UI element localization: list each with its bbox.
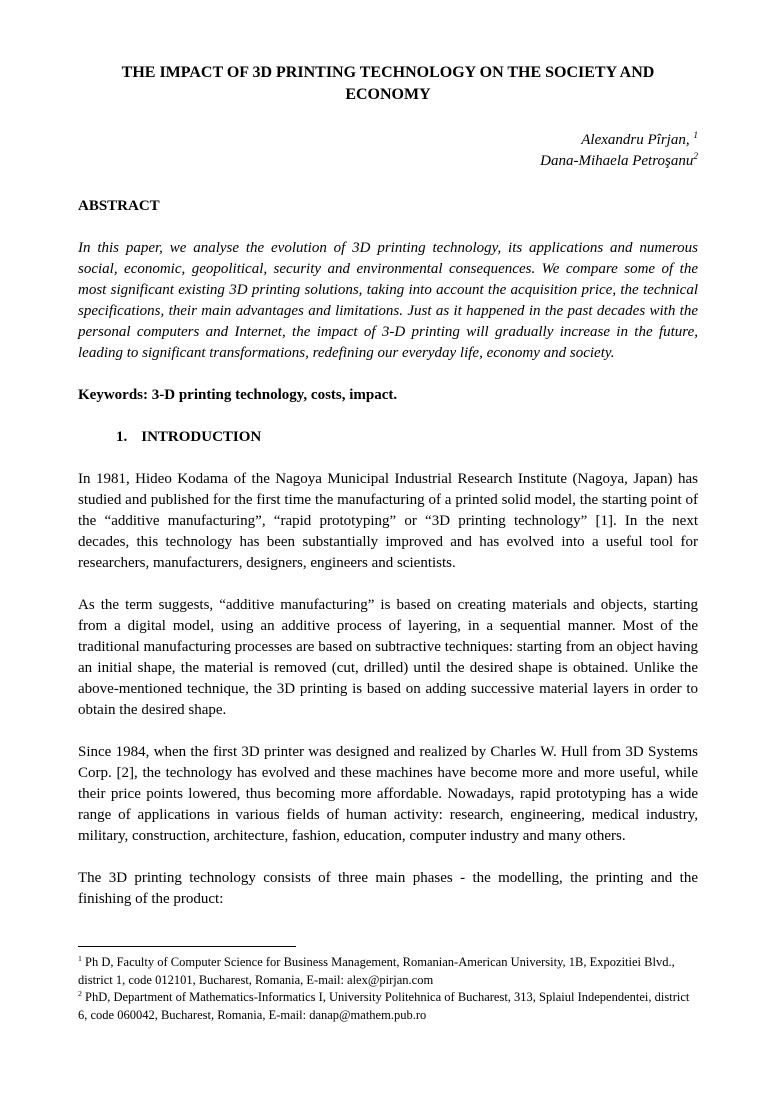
footnote-text: PhD, Department of Mathematics-Informatics I, University Politehnica of Bucharest, 313, Splaiul Independentei, district 6, code 060042, Bucharest, Romania, E-mail: danap@mathem.pub.ro [78, 990, 690, 1022]
paragraph-introduction-2: As the term suggests, “additive manufacturing” is based on creating materials and objects, starting from a digital model, using an additive process of layering, in a sequential manner. Most of the traditional manufacturing processes are based on subtractive techniques: starting from an object having an initial shape, the material is removed (cut, drilled) until the desired shape is obtained. Unlike the above-mentioned technique, the 3D printing is based on adding successive material layers in order to obtain the desired shape. [78, 597, 698, 718]
footnote-2 [78, 989, 698, 1024]
paragraph-introduction-3: Since 1984, when the first 3D printer was designed and realized by Charles W. Hull from 3D Systems Corp. [2], the technology has evolved and these machines have become more and more useful, while their price points lowered, thus becoming more affordable. Nowadays, rapid prototyping has a wide range of applications in various fields of human activity: research, engineering, medical industry, military, construction, architecture, fashion, education, computer industry and many others. [78, 744, 698, 844]
authors-block [78, 130, 698, 172]
author-footnote-marker: 2 [693, 152, 698, 162]
paragraph-introduction-4: The 3D printing technology consists of three main phases - the modelling, the printing and the finishing of the product: [78, 870, 698, 907]
section-number: 1. [116, 429, 128, 445]
section-title: INTRODUCTION [141, 429, 262, 445]
author-footnote-marker: 1 [693, 131, 698, 141]
author-line-1 [78, 130, 698, 151]
author-line-2 [78, 151, 698, 172]
footnotes-block [78, 946, 698, 1024]
footnote-divider [78, 946, 296, 947]
keywords-line: Keywords: 3-D printing technology, costs, impact. [78, 387, 398, 403]
paper-title: THE IMPACT OF 3D PRINTING TECHNOLOGY ON THE SOCIETY AND ECONOMY [121, 64, 655, 103]
footnote-marker: 2 [78, 988, 82, 998]
footnote-marker: 1 [78, 953, 82, 963]
abstract-heading: ABSTRACT [78, 198, 160, 214]
footnote-1 [78, 954, 698, 989]
author-name: Alexandru Pîrjan, [581, 132, 690, 148]
abstract-text: In this paper, we analyse the evolution of 3D printing technology, its applications and numerous social, economic, geopolitical, security and environmental consequences. We compare some of the most significant existing 3D printing solutions, taking into account the acquisition price, the technical specifications, their main advantages and limitations. Just as it happened in the past decades with the personal computers and Internet, the impact of 3-D printing will gradually increase in the future, leading to significant transformations, redefining our everyday life, economy and society. [78, 240, 698, 361]
author-name: Dana-Mihaela Petroşanu [540, 153, 694, 169]
paragraph-introduction-1: In 1981, Hideo Kodama of the Nagoya Municipal Industrial Research Institute (Nagoya, Japan) has studied and published for the first time the manufacturing of a printed solid model, the starting point of the “additive manufacturing”, “rapid prototyping” or “3D printing technology” [1]. In the next decades, this technology has been substantially improved and has evolved into a useful tool for researchers, manufacturers, designers, engineers and scientists. [78, 471, 698, 571]
section-heading-introduction [78, 427, 698, 448]
footnote-text: Ph D, Faculty of Computer Science for Business Management, Romanian-American University, 1B, Expozitiei Blvd., district 1, code 012101, Bucharest, Romania, E-mail: alex@pirjan.com [78, 955, 675, 987]
